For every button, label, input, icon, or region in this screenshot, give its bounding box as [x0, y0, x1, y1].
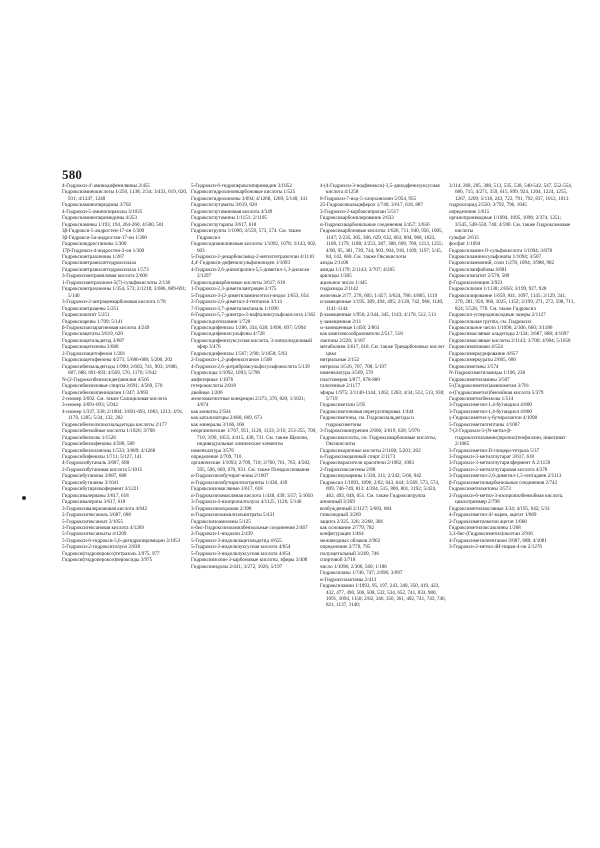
- index-entry: 3-Гидроксиметил-1,4-бутандиол 4/800: [449, 402, 532, 409]
- index-entry: α-Гидроксиизоамилсильнитраты 5/431: [191, 512, 275, 519]
- index-entry: Гидроксиамины 1/193, 194, 264-266; 4/500, 501: [62, 221, 164, 228]
- index-entry: Гидроксиацетальдегид 3/687: [62, 337, 125, 344]
- index-column-3: [320, 183, 446, 833]
- index-entry: Гидроксидифенилсульфоны 4/728: [191, 331, 265, 338]
- index-entry: двойные 1/206: [191, 389, 223, 396]
- index-entry: спиртовой 3/718: [320, 557, 356, 564]
- index-entry: γ-замещенные 2/11: [320, 318, 362, 325]
- index-entry: α-Гидроксилактамы 2/413: [320, 576, 377, 583]
- index-entry: номенклатура 3/569, 570: [320, 370, 374, 377]
- index-entry: 2-Гидроксиацетофенон 1/201: [62, 350, 126, 357]
- index-entry: 5-Гидроксигексаноат 3/1055: [62, 518, 124, 525]
- index-entry: Гидроксибензолэпоксиальдегиды кислоты 2/177: [62, 421, 167, 428]
- index-entry: Гидроксибифенилы 1/711; 5/127, 141: [62, 454, 142, 461]
- index-entry: 3-изомер 3/691-693; 5/942: [62, 402, 118, 409]
- index-entry: 25-Гидроксикальциферол 1/746; 3/617, 618, 887: [320, 202, 423, 209]
- index-entry: Гидроксиантранилатгидроксилаза: [62, 260, 136, 267]
- index-entry: Гидроксиантрахиноны 1/354, 573; 2/1218; 3/686, 689-691; 5/140: [62, 286, 187, 299]
- index-entry: 4-Гидроксиметилпентанон 3/687, 688; 4/1081: [449, 537, 547, 544]
- index-entry: Гидроксикоричные кислоты 2/1100; 5/201, 202: [320, 447, 421, 454]
- index-entry: Гидроксибензальдегиды 1/990; 2/603, 741, 903; 3/686, 687, 688, 691-693; 4/569, 570, 1170; 5/942: [62, 363, 178, 377]
- index-entry: 4-Гидрокси-5-аминопиразолы 3/1035: [62, 208, 143, 215]
- index-entry: Гидроксибензохиноны 1/533; 3/689; 4/1268: [62, 447, 156, 454]
- index-entry: 17β-Гидрокси-4-андростен-3-он 1/300: [62, 247, 145, 254]
- index-entry: как конкиты 2/504: [191, 408, 231, 415]
- index-entry: Гидроксииндолы 2/441; 3/272, 1026; 5/197: [191, 563, 283, 570]
- index-entry: Гидроксикислоты, см. Гидроксикарбоновые кислоты, Оксикислоты: [320, 434, 437, 448]
- index-entry: 2-Гидрокси-2-метилглутаровая кислота 4/378: [449, 466, 548, 473]
- index-entry: эфиры 1/975; 2/1140-1144, 1262, 1263; 4/34, 512, 513, 930; 5/719: [320, 389, 445, 402]
- index-entry: 3β-Гидрокси-5-андростен-17-он 1/300: [62, 228, 145, 235]
- index-entry: Гидроксиламмоний, соли 1/278, 1094; 3/988, 982: [449, 260, 555, 267]
- index-entry: фосфат 1/1094: [449, 241, 481, 248]
- index-entry: Гидроксимеркураты 2/605, 606: [449, 357, 516, 364]
- index-entry: 3-Гидроксиизохроман 2/398: [191, 505, 252, 512]
- page-number: 580: [62, 167, 83, 182]
- index-entry: Гидроксикетоны, см. Гидроксиальдегиды и гидроксикетоны: [320, 415, 414, 428]
- index-entry: β-Гидроксиметилкарбонильные соединения 2/742: [449, 479, 558, 486]
- index-entry: определение 2/709, 710: [191, 454, 242, 461]
- index-entry: гидразиды 2/1142: [320, 286, 359, 293]
- index-entry: Гидроксикарбоновые кислоты 1/626, 711, 940, 956, 1005, 1147; 2/235, 305, 306, 629, 632, 663, 804, 968, 1023, 1100, 1179, 1188; 3/253, 387, 388, 699, 700, 1213, 1255; 4/90, 95, 381, 739, 744, 903, 904, 918, 1109, 1197; 5/45, 84, 142, 660. См. также Оксикислоты: [320, 228, 444, 260]
- index-entry: 5-Гидрокси-2-гидрокситолуол 2/838: [62, 544, 141, 551]
- index-entry: Гидроксиметилоксазолины 1/268: [449, 525, 521, 532]
- index-entry: 3β-Гидрокси-5α-андростан-17-он 1/300: [62, 234, 147, 241]
- index-entry: Гидроксибутилены 3/1041: [62, 479, 119, 486]
- index-entry: 2-Гидрокси-1,2-дифенилэтанон 1/508: [191, 357, 272, 364]
- index-entry: Гидроксиметилкетоны 3/573: [449, 486, 511, 493]
- index-entry: 5-Гидрокси-2-декарбоксамид-2-метилтетразоэтан 4/1110: [191, 253, 314, 260]
- index-entry: Гидроксиды 1/1092, 1093; 5/796: [191, 370, 260, 377]
- index-entry: 4-изомер 1/337, 338; 2/1004; 3/691-693, 1083, 1213; 4/91, 1170, 1205; 5/34, 132, 202: [62, 408, 184, 422]
- index-entry: лактоны 2/226; 3/187: [320, 337, 366, 344]
- index-entry: Гидроксиметилбензолы 1/514: [449, 395, 514, 402]
- index-entry: 3-Гидроксигексановая кислота 4/1209: [62, 525, 144, 532]
- index-entry: Гидрокси(гидропероксо)тетразоль 3/975, 977: [62, 550, 160, 557]
- index-entry: Гидроксибензиловые спирты 3/691; 4/569, 570: [62, 383, 163, 390]
- index-entry: номенклатура 3/576: [191, 447, 234, 454]
- index-entry: возбужденный 2/1127; 5/683, 684: [320, 505, 392, 512]
- index-entry: Гидроксидифенилуксусная кислота, 3-хинуклидиловый эфир 3/476: [191, 337, 312, 351]
- index-entry: анионный 3/269: [320, 499, 355, 506]
- index-entry: β-Гидроксилеицин 3/923: [449, 279, 503, 286]
- index-entry: Гидроксилирование 1/659, 841, 1097, 1145; 2/129, 241, 278, 281, 958, 960, 1025, 1152; 3/199, 271, 272, 598, 711, 824; 5/526, 778. См. также Гидроксил: [449, 292, 575, 312]
- index-entry: пластомерия 3/877, 878-880: [320, 376, 380, 383]
- index-entry: Гидроксиацетилены 3/688: [62, 344, 119, 351]
- index-entry: Гидроксиглутаминовая кислота 4/349: [191, 208, 273, 215]
- index-entry: Гидроксибензойные кислоты 1/1026; 3/708: [62, 428, 155, 435]
- index-entry: Гидроксиизоамилены 5/125: [191, 518, 251, 525]
- index-entry: Гидроксиапатит 5/251: [62, 312, 110, 319]
- index-entry: 3-Гидрокси-2-карбоксипропан 5/517: [320, 208, 399, 215]
- index-entry: 5-Гидроксиметилгептаны 1/1067: [449, 421, 520, 428]
- index-entry: Гидроксикетали 5/95: [320, 402, 366, 409]
- index-entry: Гидроксиглутамины 1/1151; 2/1195: [191, 215, 267, 222]
- index-entry: 3-Гидрокси-2-метил-4Н-пиран-4-он 2/1276: [449, 544, 542, 551]
- index-entry: Гидроксиантрацены 5/251: [62, 305, 119, 312]
- index-entry: Гидроксидикарбоновые кислоты 3/617, 618: [191, 279, 285, 286]
- index-entry: Гидроксилапатит 2/578, 589: [449, 273, 510, 280]
- index-entry: гетерокислоты 2/818: [191, 383, 236, 390]
- index-entry: 3/114, 268, 295, 388, 513, 535, 538, 540-542, 547, 552-554, 686, 715; 4/271, 359, 615, 899, 924, 1204, 1224, 1255, 1267, 1269; 5/118, 243, 722, 791, 792, 837, 1012, 1013: [449, 183, 573, 202]
- index-entry: 4-(4-Гидрокси-3-иодфенокси)-3,5-дииодфенилуксусная кислота 4/1258: [320, 183, 440, 196]
- index-column-4: [449, 183, 575, 833]
- index-entry: Гидроксидиэтиламин 1/720: [191, 318, 251, 325]
- index-entry: железные 2/77, 278, 605; 1/457; 3/624, 786; 4/865, 1119: [320, 292, 438, 299]
- index-entry: Гидроксиаминопиримидины 4/253: [62, 215, 137, 222]
- index-entry: Гидроксиматинаки 4/554: [449, 344, 503, 351]
- index-entry: Гидроксикумарины 1/330, 311; 2/342; 5/66, 942: [320, 473, 422, 480]
- index-entry: ω-замещенные 1/450; 2/863: [320, 324, 380, 331]
- index-entry: N-(2-Гидроксибензилиден)анилин 4/505: [62, 376, 150, 383]
- index-entry: Гидроксидифенилы 1/567; 2/90; 3/1058; 5/93: [191, 350, 287, 357]
- index-entry: метаболизм 3/617, 618. См. также Трикарбоновых кислот цикл: [320, 344, 445, 357]
- index-entry: неорганические 1/767, 951, 1120, 1133; 2/10, 253-255, 709, 710; 3/99, 1055; 4/415, 438, 711. См. также Щелочи, индивидуальные химические элементы: [191, 428, 317, 448]
- index-entry: Гидроксимеркурирование 4/657: [449, 350, 519, 357]
- index-entry: Гидроксиарены 1/709; 5/141: [62, 318, 123, 325]
- index-entry: Гидроксилизин 1/1138; 2/856; 3/199, 927, 928: [449, 286, 547, 293]
- index-entry: ацильное число 1/445: [320, 279, 367, 286]
- index-entry: Гидроксиацетаты 3/619, 620: [62, 331, 123, 338]
- index-entry: Гидроксивалераты 3/617, 618: [62, 499, 126, 506]
- index-entry: Гидроксиметаны 3/574: [449, 363, 499, 370]
- index-entry: органопроизводные 1/1094, 1095, 1096; 2/374, 1251; 3/545, 548-550, 740; 4/590. См. также Гидроксамовые кислоты: [449, 215, 571, 235]
- index-entry: галогенные 2/1177: [320, 383, 361, 390]
- index-entry: o-(Гидроксиметил)бензойная кислота 5/379: [449, 389, 544, 396]
- index-entry: арилиды 1/305: [320, 273, 352, 280]
- index-entry: 4-Гидрокси-2,6-дитрибромсульфосульфокислота 5/139: [191, 363, 310, 370]
- index-entry: Гидроксиантранилатгидроксилаза 1/573: [62, 266, 149, 273]
- index-entry: Гидроксильная группа, см. Гидроксил: [449, 318, 532, 325]
- index-entry: Гидроксиметилмасляные 3/34; 4/195, 642; 5/31: [449, 505, 551, 512]
- index-entry: Гидроксиантрахиноны 1/267: [62, 253, 125, 260]
- index-entry: 2-Гидроксигексаналь 3/687, 688: [62, 512, 131, 519]
- index-entry: 3-Гидроксикинуренин 2/606; 3/619, 620; 5/970: [320, 428, 420, 435]
- index-entry: 3-Гидроксиметил-1,4-бутандиол 4/800: [449, 408, 532, 415]
- index-column-1: [62, 183, 188, 833]
- index-entry: 6-Гидрокси-5,7-динитро-2-нафталинсульфокислота 1/362: [191, 312, 316, 319]
- index-entry: 4-Гидроксибутаналь 3/687, 688: [62, 460, 130, 467]
- index-entry: 4-Гидроксиметил-Δ²-карен, ацетат 1/669: [449, 512, 537, 519]
- index-entry: β-Гидроксиаспарагиновая кислота 4/249: [62, 324, 150, 331]
- index-entry: Гидроксимасляные кислоты 2/1143; 3/700; 4/904; 5/1058: [449, 337, 571, 344]
- index-entry: 3-Гидроксиантраниловая кислота 2/606: [62, 273, 148, 280]
- index-entry: 2-Гидрокси-2,6-диметил-4-гептанон 3/114: [191, 299, 282, 306]
- index-entry: амиды 1/1179; 2/1143; 3/707; 4/205: [320, 266, 395, 273]
- index-entry: 2-Гидрокси-6-метил-3-изопропилбензойная кислота, циклотриммер 2/798: [449, 492, 564, 506]
- index-entry: гидрохлорид 2/550; 3/792, 796, 1045: [449, 202, 527, 209]
- index-entry: Гидроксиандростаноны 1/300: [62, 241, 127, 248]
- index-entry: n-Гидроксикоричный спирт 2/1173: [320, 454, 396, 461]
- index-entry: амфотерные 1/1076: [191, 376, 234, 383]
- index-entry: Гидроксиацетофеноны 4/271; 5/686-688; 5/200, 202: [62, 357, 173, 364]
- index-entry: 7-Гидрокси-3,7-диметилоктаналь 1/1096: [191, 305, 279, 312]
- index-entry: 2-Гидроксиксантены 2/88: [320, 466, 376, 473]
- index-entry: Гидроксиаминокислоты 1/250, 1138; 2/34; 3/433, 619, 620, 931; 4/1247, 1248: [62, 189, 188, 202]
- index-entry: 5-Гидроксигексаноаты 4/1209: [62, 531, 127, 538]
- index-entry: 4-Гидрокси-2,6-диизопропил-5,5-диметил-1,3-диоксан 2/1297: [191, 266, 310, 280]
- index-entry: органические 1/1093; 2/709, 710; 3/760, 761, 765; 4/582, 595, 596, 669, 670, 931. См. также Псевдооснования: [191, 460, 311, 473]
- index-entry: Гидроксиламиносульфонаты 1/1094; 3/507: [449, 253, 542, 260]
- index-entry: Гидроксилазы 1/746, 747; 2/696; 3/697: [320, 570, 403, 577]
- index-entry: α-Гидроксикарбонильные соединения 2/457; 3/656: [320, 221, 430, 228]
- index-entry: Гидроксикетоновая перегруппировка 1/444: [320, 408, 414, 415]
- index-entry: γ-Гидроксиметил-γ-бутиролактон 4/1098: [449, 415, 538, 422]
- index-entry: защита 2/325, 326; 3/268, 306: [320, 518, 384, 525]
- index-entry: Гидроксиизолин-3-карбоновые кислоты, эфиры 3/408: [191, 557, 308, 564]
- index-entry: Гидроксибутирилкофермент 3/1221: [62, 486, 139, 493]
- index-entry: 3-Гидроксиметил-2,6-диметил-1,5-гептадиен 2/1113: [449, 473, 562, 480]
- index-entry: 1-Гидроксиантрахинон-5(7)-сульфокислоты 2/136: [62, 279, 171, 286]
- index-entry: Гидроксимасляные альдегиды 2/134; 3/687, 688; 4/1097: [449, 331, 569, 338]
- index-entry: 7-(2-Гидрокси-3-(N-метил-β-гидроксиэтиламино)пропил)теофиллин, никотинат 2/1085: [449, 428, 566, 448]
- index-entry: как основание 2/779, 782: [320, 525, 374, 532]
- index-entry: 3-Гидрокси-4-изопропилтолуол 4/1125, 1126; 5/140: [191, 499, 302, 506]
- index-entry: 3-Гидроксиметил-D-глицеро-тетроза 5/37: [449, 447, 540, 454]
- index-entry: Гидроксибензилпеницилин 1/347; 3/693: [62, 389, 149, 396]
- index-entry: 3-Гидроксивалериановая кислота 4/642: [62, 505, 148, 512]
- index-entry: нитрильные 2/152: [320, 357, 360, 364]
- index-entry: Гидроксигидрохиноны 3/694; 4/1268, 1269; 5/140, 141: [191, 195, 308, 202]
- index-entry: число 1/1096; 2/306, 560; 1/186: [320, 563, 387, 570]
- index-entry: Гидроксикрасители красители 2/1082, 1083: [320, 460, 414, 467]
- index-entry: 5-Гидрокси-3-индолилацетальдегид 4/655: [191, 537, 282, 544]
- index-entry: полуацетальный 3/269, 746: [320, 550, 379, 557]
- index-entry: α-замещенные 1/195, 389, 494, 495; 2/120, 742, 968, 1140, 1141-1144: [320, 299, 444, 312]
- index-entry: межзвездных облаков 2/962: [320, 537, 381, 544]
- index-entry: азиды 2/1106: [320, 260, 349, 267]
- index-entry: Гидроксидианилиновые кислоты 1/1092, 1078; 3/143, 602, 603: [191, 241, 317, 254]
- index-entry: Гидроксидифенилы 1/286, 334, 628; 3/696, 697; 5/994: [191, 324, 306, 331]
- index-entry: Гидроксиламин 1/1093, 95, 197, 243, 349, 350, 419, 423, 432, 477, 490, 506, 508, 532, 534, 652, 741, 833, 980, 1091, 1094, 1150; 2/82, 346, 350, 361, 402, 741, 743, 746, 821, 1137, 1140;: [320, 583, 446, 609]
- index-entry: нитрилы 3/516, 707, 708; 5/197: [320, 363, 387, 370]
- index-entry: Гидроксибензолы 1/1528: [62, 434, 116, 441]
- index-entry: конфигурация 1/464: [320, 531, 364, 538]
- index-entry: 2-изомер 3/692. См. также Салициловая кислота: [62, 395, 167, 402]
- index-entry: Гидроксил 1/1093, 1096; 2/82, 643, 644; 3/569, 573, 574, 699, 746-749, 813; 4/394, 515, 800, 801, 1192; 5/424, 462, 493, 648, 651. См. также Гидроксигруппа: [320, 479, 440, 499]
- index-entry: Гидроксивалерианы 3/617, 618: [62, 492, 129, 499]
- index-entry: 3-Гидрокси-3-метилглутарилфермент A 2/1159: [449, 460, 551, 467]
- index-entry: Гидроксиизомасляные 3/617, 618: [191, 486, 263, 493]
- index-entry: 2-Гидроксиметилкетон ацетат 1/668: [449, 518, 527, 525]
- index-entry: Гидроксил-углеродноксидные лазеры 2/1127: [449, 312, 546, 319]
- index-entry: определение 1/615: [449, 208, 490, 215]
- index-entry: α-Гидроксиизомасляная кислота 1/438, 439; 3/57; 5/1050: [191, 492, 313, 499]
- index-entry: n-бис-Гидроксиизоамилбензольные соединения 2/467: [191, 525, 308, 532]
- index-entry: Гидроксибензофеноны 4/588, 589: [62, 441, 135, 448]
- index-entry: 5-(Гидроксиметил)аминометан 3/701: [449, 383, 530, 390]
- index-entry: как минералы 3/166, 166: [191, 421, 245, 428]
- index-entry: N-Гидроксиметиламиды 1/106, 236: [449, 370, 526, 377]
- index-entry: 2-Гидрокси-1-индалон 2/439: [191, 531, 253, 538]
- index-entry: Гидроксиаминопиридины 3/702: [62, 202, 132, 209]
- index-entry: Гидроксигидрохинонкарбоновые кислоты 1/525: [191, 189, 296, 196]
- index-entry: α-Гидроксиизобутират-ионы 2/1007: [191, 473, 269, 480]
- index-entry: Гидроксикарбонилирование 2/633: [320, 215, 394, 222]
- index-entry: Гидрокси(гидроперокси)пероксиды 3/975: [62, 557, 153, 564]
- index-entry: 3-Гидрокси-2-антраценкарбоновая кислота 1/78: [62, 299, 166, 306]
- index-entry: Гидроксибутаноны 3/687, 688: [62, 473, 127, 480]
- index-entry: α-Гидроксиизобутирилтиотрипты 1/438, 439: [191, 479, 288, 486]
- index-columns: [62, 183, 578, 833]
- index-entry: Гидроксиметиламины 3/507: [449, 376, 510, 383]
- index-entry: Гидроксиглутаматы 3/619, 620: [191, 202, 257, 209]
- index-entry: 3,3-бис-(Гидроксиметил)оксетан 3/916: [449, 531, 533, 538]
- index-entry: 5-Гидрокси-3-индолилуксусная кислота 4/654: [191, 550, 291, 557]
- index-entry: Гидроксиламин-О-сульфокислота 1/1094; 3/678: [449, 247, 553, 254]
- index-entry: железомагнитные конкреции 2/273, 370, 820; 1/1021; 4/874: [191, 395, 306, 409]
- index-entry: как комплексообразователи 2/517, 518: [320, 331, 403, 338]
- index-entry: 8-Гидрокси-7-иод-5-хлорхинолин 5/954, 955: [320, 195, 417, 202]
- index-entry: 5-Гидрокси-6-гидропероксипиримидин 3/1052: [191, 183, 292, 189]
- index-entry: β-замещенные 1/956; 2/344, 345, 1143; 4/170, 512, 513: [320, 312, 436, 319]
- index-entry: 2-Гидроксибутановая кислота 5/1015: [62, 466, 143, 473]
- index-entry: Гидроксильное число 1/1096; 2/306, 660; 3/1186: [449, 324, 553, 331]
- index-entry: как катализаторы 2/668, 669, 673: [191, 415, 262, 422]
- index-column-2: [191, 183, 317, 833]
- margin-dot: [22, 496, 26, 500]
- index-entry: определение 2/770, 795: [320, 544, 371, 551]
- index-entry: 5-Гидрокси-3-(2-диметиламиноэтил)-индол 1/653, 654: [191, 292, 309, 299]
- index-entry: 4,4'-Гидрокси-дифенилсульфонилиден 1/1093: [191, 260, 290, 267]
- index-entry: 5-Гидрокси-6-гидрокси-5,6-дигидропиримидин 3/1053: [62, 537, 181, 544]
- index-entry: сульфат 2/615: [449, 234, 479, 241]
- index-entry: гликозидный 3/269: [320, 512, 361, 519]
- index-entry: Гидроксиглутараты 3/617, 618: [191, 221, 257, 228]
- index-entry: 1-Гидрокси-2,3-диметилантрацен 2/175: [191, 286, 277, 293]
- index-entry: Гидроксиланфибовы 4/681: [449, 266, 507, 273]
- index-entry: 3-Гидрокси-3-метилглутарат 3/617, 618: [449, 454, 535, 461]
- index-entry: Гидроксигруппа 1/1096; 3/559, 573, 574. См. также Гидроксил: [191, 228, 301, 241]
- index-entry: 4-Гидрокси-4'-аминодифенилвины 2/455: [62, 183, 150, 189]
- index-entry: 5-Гидрокси-3-индолилуксусная кислота 4/654: [191, 544, 291, 551]
